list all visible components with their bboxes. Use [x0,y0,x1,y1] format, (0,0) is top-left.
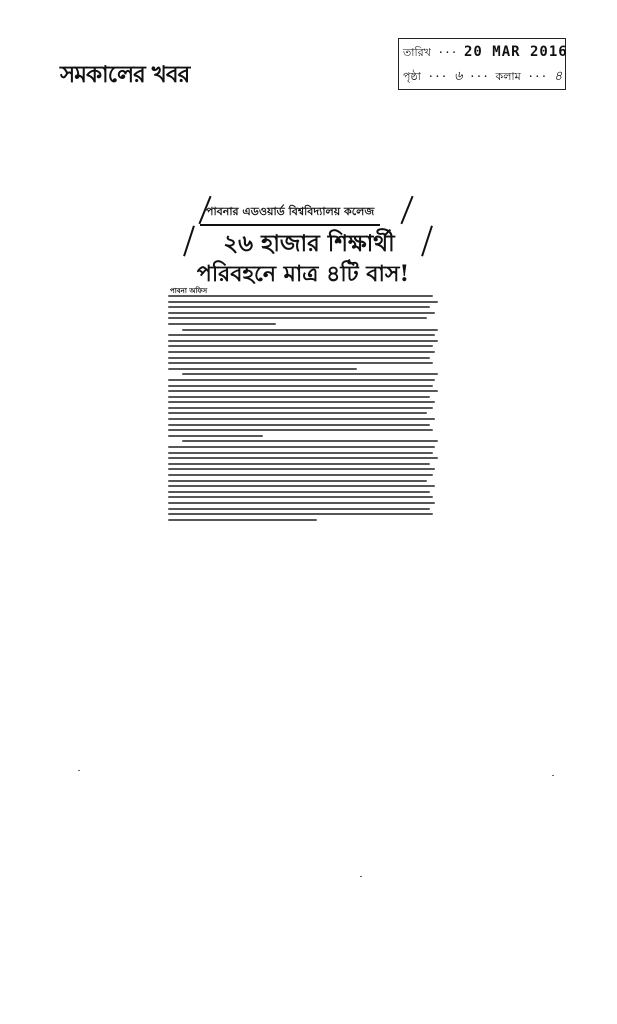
stamp-page-value: ৬ [453,69,463,84]
stamp-page-label: পৃষ্ঠা [403,70,421,83]
scan-speck [78,770,80,771]
scan-speck [552,775,554,776]
kicker-right-slash [400,196,413,225]
stamp-column-label: কলাম [495,70,521,83]
stamp-page-row: পৃষ্ঠা ··· ৬ ··· কলাম ··· ৪ [403,69,563,84]
scan-speck [360,876,362,877]
stamp-date: 20 MAR 2016 [464,44,568,60]
masthead: সমকালের খবর [60,61,190,88]
headline-line-1: ২৬ হাজার শিক্ষার্থী [223,230,395,257]
stamp-date-label: তারিখ [403,46,431,59]
stamp-date-row: তারিখ ··· 20 MAR 2016 [403,44,568,60]
article-kicker: পাবনার এডওয়ার্ড বিশ্ববিদ্যালয় কলেজ [200,203,380,226]
article-byline: পাবনা অফিস [170,287,208,295]
received-date-stamp [398,38,566,90]
article-body [168,295,438,524]
headline-line-2: পরিবহনে মাত্র ৪টি বাস! [196,261,410,287]
stamp-column-value: ৪ [553,69,563,84]
